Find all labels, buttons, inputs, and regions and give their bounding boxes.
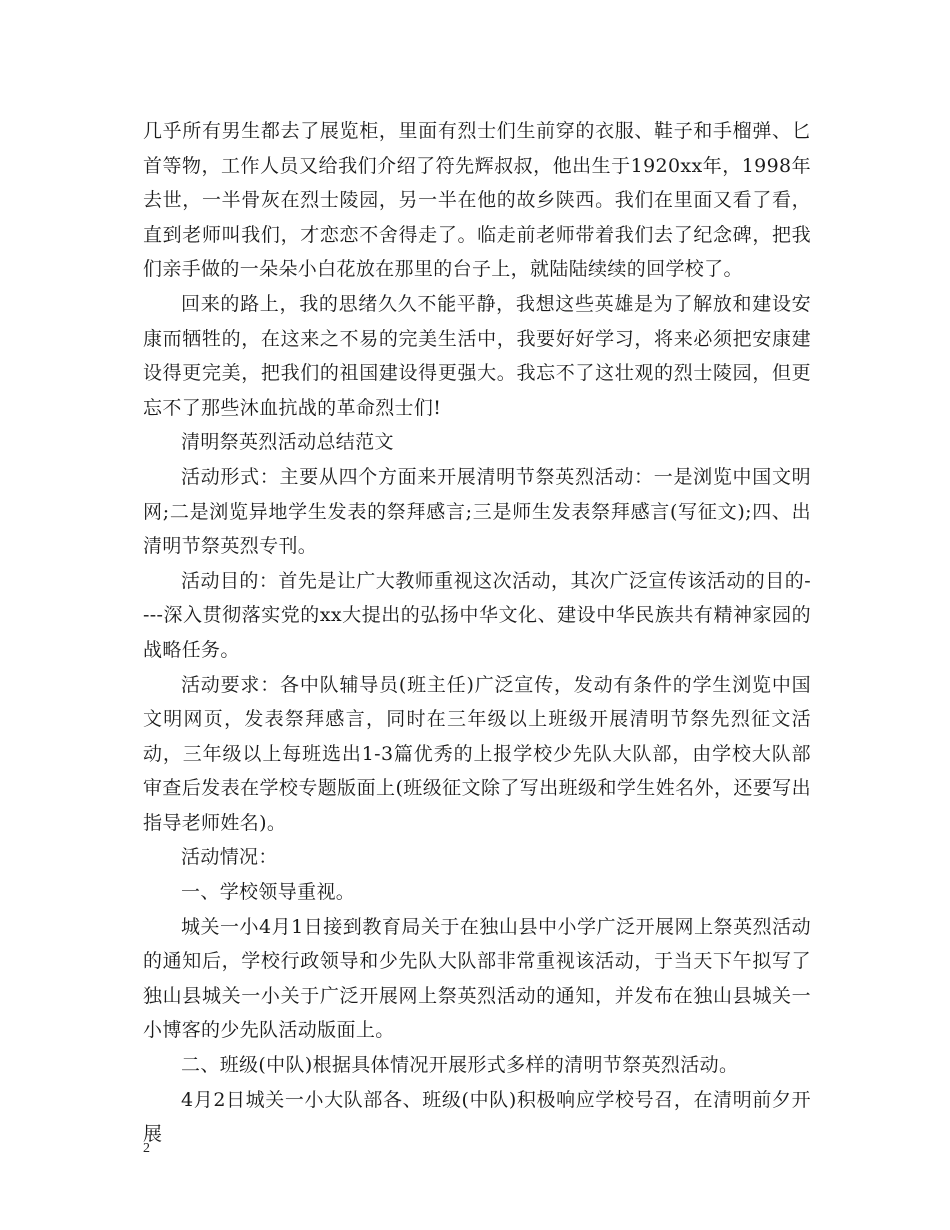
- paragraph-continuation: 4月2日城关一小大队部各、班级(中队)积极响应学校号召，在清明前夕开展: [143, 1088, 811, 1146]
- paragraph-activity-status: 活动情况：: [181, 846, 278, 869]
- paragraph-1: 几乎所有男生都去了展览柜，里面有烈士们生前穿的衣服、鞋子和手榴弹、匕首等物，工作人员又给我们介绍了符先辉叔叔，他出生于1920xx年，1998年去世，一半骨灰在烈士陵园，另一半在他的故乡陕西。我们在里面又看了看，直到老师叫我们，才恋恋不舍得走了。临走前老师带着我们去了纪念碑，把我们亲手做的一朵朵小白花放在那里的台子上，就陆陆续续的回学校了。: [143, 120, 811, 281]
- document-page: [143, 114, 811, 1152]
- page-number: 2: [143, 1141, 150, 1156]
- paragraph-notice: 城关一小4月1日接到教育局关于在独山县中小学广泛开展网上祭英烈活动的通知后，学校行政领导和少先队大队部非常重视该活动，于当天下午拟写了独山县城关一小关于广泛开展网上祭英烈活动的通知，并发布在独山县城关一小博客的少先队活动版面上。: [143, 915, 811, 1042]
- paragraph-item-one: 一、学校领导重视。: [181, 881, 356, 904]
- paragraph-2: 回来的路上，我的思绪久久不能平静，我想这些英雄是为了解放和建设安康而牺牲的，在这来之不易的完美生活中，我要好好学习，将来必须把安康建设得更完美，把我们的祖国建设得更强大。我忘不了这壮观的烈士陵园，但更忘不了那些沐血抗战的革命烈士们!: [143, 292, 811, 419]
- section-heading: 清明祭英烈活动总结范文: [181, 431, 394, 454]
- paragraph-activity-requirements: 活动要求：各中队辅导员(班主任)广泛宣传，发动有条件的学生浏览中国文明网页，发表祭拜感言，同时在三年级以上班级开展清明节祭先烈征文活动，三年级以上每班选出1-3篇优秀的上报学校少先队大队部，由学校大队部审查后发表在学校专题版面上(班级征文除了写出班级和学生姓名外，还要写出指导老师姓名)。: [143, 673, 811, 834]
- paragraph-activity-form: 活动形式：主要从四个方面来开展清明节祭英烈活动：一是浏览中国文明网;二是浏览异地学生发表的祭拜感言;三是师生发表祭拜感言(写征文);四、出清明节祭英烈专刊。: [143, 465, 811, 558]
- paragraph-item-two: 二、班级(中队)根据具体情况开展形式多样的清明节祭英烈活动。: [181, 1054, 739, 1077]
- paragraph-activity-purpose: 活动目的：首先是让广大教师重视这次活动，其次广泛宣传该活动的目的----深入贯彻落实党的xx大提出的弘扬中华文化、建设中华民族共有精神家园的战略任务。: [143, 569, 811, 661]
